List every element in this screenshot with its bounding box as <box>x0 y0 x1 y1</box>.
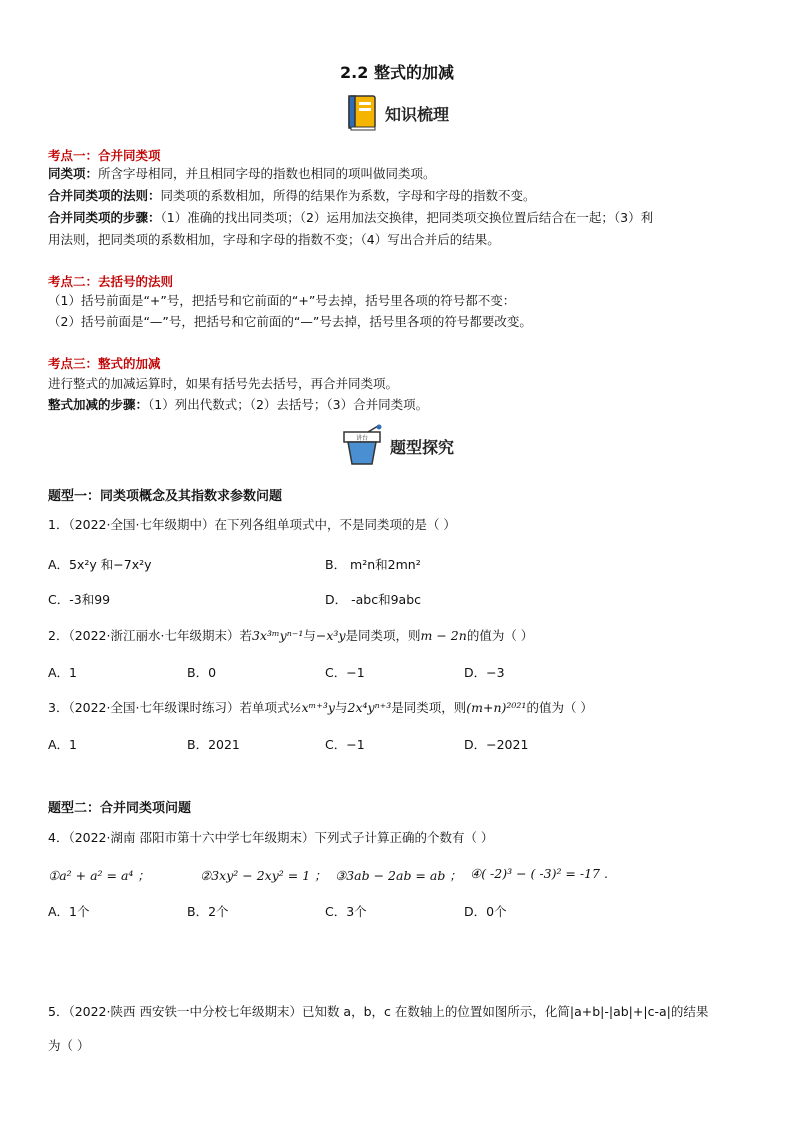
knowledge-banner-title: 知识梳理 <box>384 104 449 124</box>
knowledge-banner <box>0 94 794 132</box>
page-title: 2.2 整式的加减 <box>340 63 454 82</box>
kp2-heading: 考点二：去括号的法则 <box>48 274 174 289</box>
kp1-text-3: （1）准确的找出同类项；（2）运用加法交换律，把同类项交换位置后结合在一起；（3）利 <box>160 210 654 225</box>
q4-expr-3: ③3ab − 2ab = ab ； <box>335 868 462 883</box>
type2-heading: 题型二：合并同类项问题 <box>48 801 192 816</box>
podium-label: 讲台 <box>355 435 368 442</box>
kp1-line1 <box>48 164 436 184</box>
q2-option-d: D．−3 <box>464 665 505 680</box>
q4-option-c: C．3个 <box>325 904 367 919</box>
q3-stem <box>48 698 593 718</box>
kp1-term-3: 合并同类项的步骤： <box>48 210 161 225</box>
q4-option-b: B．2个 <box>187 904 229 919</box>
q2-option-a: A．1 <box>48 665 78 680</box>
practice-banner-title: 题型探究 <box>389 437 454 457</box>
kp2-line1: （1）括号前面是“+”号，把括号和它前面的“+”号去掉，括号里各项的符号都不变： <box>48 293 516 308</box>
q4-expr-4: ④( -2)³ − ( -3)² = -17 . <box>470 866 608 881</box>
q2-expression: m − 2n <box>420 628 467 643</box>
q1-option-a: A．5x²y 和−7x²y <box>48 557 152 572</box>
q2-stem-c: 是同类项，则 <box>345 628 421 643</box>
kp1-line4: 用法则，把同类项的系数相加，字母和字母的指数不变；（4）写出合并后的结果。 <box>48 232 500 247</box>
q1-stem: 1．（2022·全国·七年级期中）在下列各组单项式中，不是同类项的是（ ） <box>48 517 456 532</box>
kp3-line1: 进行整式的加减运算时，如果有括号先去括号，再合并同类项。 <box>48 376 399 391</box>
q3-option-b: B．2021 <box>187 737 240 752</box>
q4-option-d: D．0个 <box>464 904 507 919</box>
q5-stem-line1: 5．（2022·陕西 西安铁一中分校七年级期末）已知数 a，b，c 在数轴上的位置如图所示，化简|a+b|-|ab|+|c-a|的结果 <box>48 1004 709 1019</box>
kp3-line2 <box>48 395 428 415</box>
q3-stem-b: 与 <box>334 700 348 715</box>
q4-stem: 4．（2022·湖南 邵阳市第十六中学七年级期末）下列式子计算正确的个数有（ ） <box>48 830 494 845</box>
q3-stem-a: 3．（2022·全国·七年级课时练习）若单项式 <box>48 700 290 715</box>
podium-icon <box>340 424 386 468</box>
kp1-line3 <box>48 208 653 228</box>
q3-option-d: D．−2021 <box>464 737 529 752</box>
q2-stem-b: 与 <box>303 628 316 643</box>
q2-stem-d: 的值为（ ） <box>466 628 534 643</box>
q3-term-1: ½xᵐ⁺³y <box>289 700 335 715</box>
q3-option-a: A．1 <box>48 737 78 752</box>
q3-stem-d: 的值为（ ） <box>526 700 593 715</box>
q3-term-2: 2x⁴yⁿ⁺³ <box>347 700 392 715</box>
q1-option-b: B． m²n和2mn² <box>325 557 421 572</box>
q1-option-c: C．-3和99 <box>48 592 111 607</box>
q2-option-c: C．−1 <box>325 665 365 680</box>
kp1-term-2: 合并同类项的法则： <box>48 188 161 203</box>
kp3-term: 整式加减的步骤： <box>48 397 149 412</box>
kp3-heading: 考点三：整式的加减 <box>48 356 161 371</box>
kp1-line2 <box>48 186 536 206</box>
q2-stem-a: 2．（2022·浙江丽水·七年级期末）若 <box>48 628 252 643</box>
type1-heading: 题型一：同类项概念及其指数求参数问题 <box>48 489 283 504</box>
q2-term-1: 3x³ᵐyⁿ⁻¹ <box>251 628 304 643</box>
q4-expr-1: ①a² + a² = a⁴ ； <box>48 868 150 883</box>
kp1-term-1: 同类项： <box>48 166 99 181</box>
kp1-text-1: 所含字母相同，并且相同字母的指数也相同的项叫做同类项。 <box>98 166 436 181</box>
kp2-line2: （2）括号前面是“—”号，把括号和它前面的“—”号去掉，括号里各项的符号都要改变。 <box>48 314 532 329</box>
book-icon <box>345 94 381 132</box>
q3-expression: (m+n)²⁰²¹ <box>466 700 527 715</box>
q2-option-b: B．0 <box>187 665 217 680</box>
q2-term-2: −x³y <box>315 628 346 643</box>
kp1-text-2: 同类项的系数相加，所得的结果作为系数，字母和字母的指数不变。 <box>160 188 536 203</box>
q2-stem <box>48 626 533 646</box>
q4-option-a: A．1个 <box>48 904 90 919</box>
q5-stem-line2: 为（ ） <box>48 1038 90 1053</box>
q4-expr-2: ②3xy² − 2xy² = 1 ； <box>200 868 327 883</box>
kp3-text: （1）列出代数式；（2）去括号；（3）合并同类项。 <box>148 397 429 412</box>
q1-option-d: D． -abc和9abc <box>325 592 421 607</box>
q3-stem-c: 是同类项，则 <box>391 700 467 715</box>
q3-option-c: C．−1 <box>325 737 365 752</box>
kp1-heading: 考点一：合并同类项 <box>48 148 161 163</box>
practice-banner <box>0 424 794 468</box>
